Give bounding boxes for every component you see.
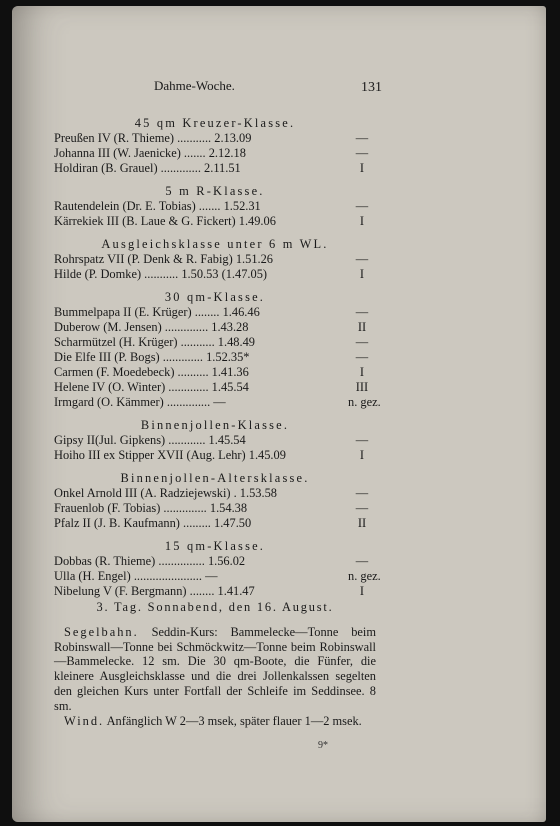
result-entry: Rautendelein (Dr. E. Tobias) ....... 1.52.31 <box>54 199 261 213</box>
result-place: — <box>355 131 369 145</box>
result-place: — <box>355 335 369 349</box>
result-row <box>54 380 376 395</box>
result-place: I <box>359 161 365 175</box>
result-row <box>54 267 376 282</box>
course-text: Seddin-Kurs: Bammelecke—Tonne beim Robinswall—Tonne bei Schmöckwitz—Tonne beim Robinswall—Bammelecke. 12 sm. Die 30 qm-Boote, die Fünfer, die kleinere Ausgleichsklasse und die drei Jollenkalssen segelten den gleichen Kurs unter Fortfall der Schleife im Seddinsee. 8 sm. <box>54 624 376 713</box>
result-entry: Bummelpapa II (E. Krüger) ........ 1.46.46 <box>54 305 260 319</box>
result-place: n. gez. <box>348 569 381 583</box>
result-place: — <box>355 146 369 160</box>
result-entry: Onkel Arnold III (A. Radziejewski) . 1.53.58 <box>54 486 277 500</box>
result-row <box>54 199 376 214</box>
running-title: Dahme-Woche. <box>154 78 235 93</box>
section-title: Binnenjollen-Klasse. <box>140 418 290 432</box>
result-place: I <box>359 365 365 379</box>
day-heading: 3. Tag. Sonnabend, den 16. August. <box>96 600 334 614</box>
result-row <box>54 214 376 229</box>
wind-paragraph <box>54 714 376 729</box>
result-place: — <box>355 433 369 447</box>
result-row <box>54 350 376 365</box>
result-row <box>54 433 376 448</box>
result-row <box>54 516 376 531</box>
signature-mark: 9* <box>318 740 328 751</box>
result-entry: Nibelung V (F. Bergmann) ........ 1.41.47 <box>54 584 255 598</box>
result-entry: Pfalz II (J. B. Kaufmann) ......... 1.47.50 <box>54 516 252 530</box>
result-entry: Scharmützel (H. Krüger) ........... 1.48.49 <box>54 335 255 349</box>
result-entry: Ulla (H. Engel) ...................... — <box>54 569 218 583</box>
page-number: 131 <box>361 80 382 95</box>
result-entry: Die Elfe III (P. Bogs) ............. 1.52.35* <box>54 350 250 364</box>
result-place: II <box>357 516 367 530</box>
result-entry: Duberow (M. Jensen) .............. 1.43.28 <box>54 320 249 334</box>
section-title: 5 m R-Klasse. <box>165 184 265 198</box>
result-place: — <box>355 501 369 515</box>
result-row <box>54 365 376 380</box>
result-row <box>54 305 376 320</box>
result-row <box>54 320 376 335</box>
section-title: 45 qm Kreuzer-Klasse. <box>134 116 296 130</box>
result-place: I <box>359 584 365 598</box>
race-description <box>54 600 376 728</box>
result-row <box>54 335 376 350</box>
result-place: — <box>355 486 369 500</box>
result-entry: Irmgard (O. Kämmer) .............. — <box>54 395 226 409</box>
result-entry: Helene IV (O. Winter) ............. 1.45.54 <box>54 380 249 394</box>
section-title: 15 qm-Klasse. <box>164 539 266 553</box>
result-row <box>54 569 381 584</box>
section-title: Ausgleichsklasse unter 6 m WL. <box>101 237 329 251</box>
result-place: — <box>355 252 369 266</box>
result-place: — <box>355 554 369 568</box>
result-row <box>54 486 376 501</box>
result-entry: Johanna III (W. Jaenicke) ....... 2.12.18 <box>54 146 246 160</box>
result-row <box>54 501 376 516</box>
results-list <box>54 108 381 599</box>
result-place: III <box>355 380 369 394</box>
result-place: I <box>359 267 365 281</box>
result-entry: Preußen IV (R. Thieme) ........... 2.13.09 <box>54 131 252 145</box>
result-place: — <box>355 305 369 319</box>
section-title: Binnenjollen-Altersklasse. <box>120 471 310 485</box>
result-entry: Hilde (P. Domke) ........... 1.50.53 (1.47.05) <box>54 267 268 281</box>
result-entry: Carmen (F. Moedebeck) .......... 1.41.36 <box>54 365 249 379</box>
result-entry: Dobbas (R. Thieme) ............... 1.56.02 <box>54 554 246 568</box>
result-place: I <box>359 448 365 462</box>
result-entry: Rohrspatz VII (P. Denk & R. Fabig) 1.51.26 <box>54 252 274 266</box>
result-entry: Kärrekiek III (B. Laue & G. Fickert) 1.49.06 <box>54 214 276 228</box>
result-row <box>54 146 376 161</box>
course-paragraph <box>54 625 376 714</box>
result-place: — <box>355 350 369 364</box>
result-place: n. gez. <box>348 395 381 409</box>
result-entry: Frauenlob (F. Tobias) .............. 1.54.38 <box>54 501 248 515</box>
course-lead: Segelbahn. <box>64 624 139 639</box>
result-row <box>54 252 376 267</box>
result-row <box>54 584 376 599</box>
result-row <box>54 554 376 569</box>
result-place: I <box>359 214 365 228</box>
result-row <box>54 161 376 176</box>
result-row <box>54 448 376 463</box>
result-row <box>54 131 376 146</box>
result-entry: Hoiho III ex Stipper XVII (Aug. Lehr) 1.45.09 <box>54 448 286 462</box>
result-entry: Gipsy II(Jul. Gipkens) ............ 1.45.54 <box>54 433 246 447</box>
result-entry: Holdiran (B. Grauel) ............. 2.11.51 <box>54 161 241 175</box>
wind-text: Anfänglich W 2—3 msek, später flauer 1—2 msek. <box>106 713 362 728</box>
wind-lead: Wind. <box>64 713 105 728</box>
result-place: II <box>357 320 367 334</box>
result-row <box>54 395 381 410</box>
section-title: 30 qm-Klasse. <box>164 290 266 304</box>
result-place: — <box>355 199 369 213</box>
